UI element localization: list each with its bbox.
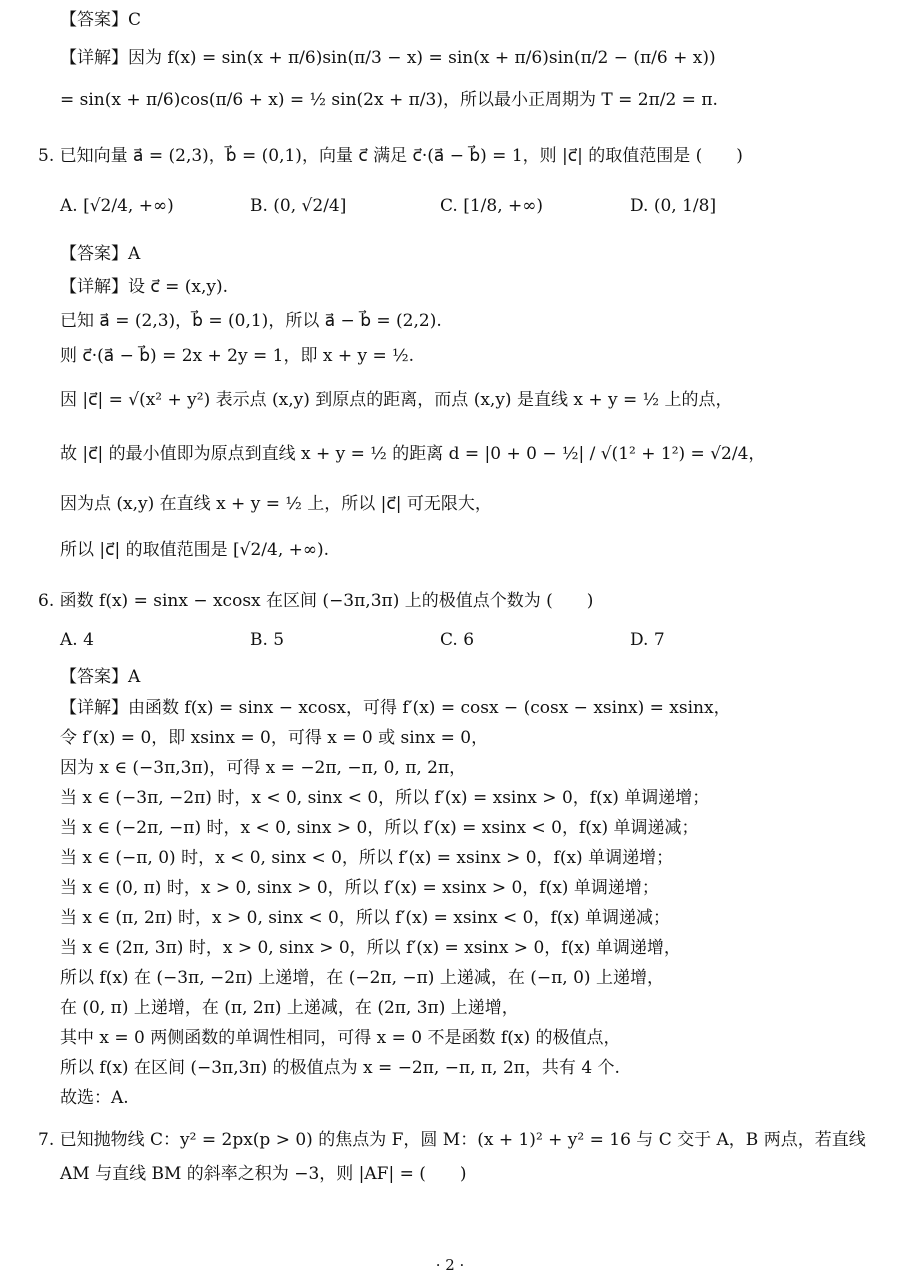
q6-detail-line: 当 x ∈ (−π, 0) 时，x < 0, sinx < 0，所以 f′(x) = xsinx > 0，f(x) 单调递增； bbox=[60, 848, 674, 868]
q6-answer: 【答案】A bbox=[60, 667, 141, 687]
q6-detail-line: 其中 x = 0 两侧函数的单调性相同，可得 x = 0 不是函数 f(x) 的极值点， bbox=[60, 1028, 621, 1048]
q6-option-c: C. 6 bbox=[440, 630, 475, 650]
q5-answer: 【答案】A bbox=[60, 244, 141, 264]
q5-detail-line: 所以 |c⃗| 的取值范围是 [√2/4, +∞). bbox=[60, 540, 330, 560]
q6-stem: 6. 函数 f(x) = sinx − xcosx 在区间 (−3π,3π) 上的极值点个数为 ( ) bbox=[38, 591, 594, 611]
q6-detail-line: 所以 f(x) 在 (−3π, −2π) 上递增，在 (−2π, −π) 上递减，在 (−π, 0) 上递增， bbox=[60, 968, 664, 988]
q6-detail-line: 当 x ∈ (−2π, −π) 时，x < 0, sinx > 0，所以 f′(x) = xsinx < 0，f(x) 单调递减； bbox=[60, 818, 699, 838]
q5-detail-line: 【详解】设 c⃗ = (x,y). bbox=[60, 277, 229, 297]
page-number: · 2 · bbox=[435, 1256, 465, 1274]
q6-detail-line: 当 x ∈ (−3π, −2π) 时，x < 0, sinx < 0，所以 f′(x) = xsinx > 0，f(x) 单调递增； bbox=[60, 788, 710, 808]
q5-detail-line: 因为点 (x,y) 在直线 x + y = ½ 上，所以 |c⃗| 可无限大， bbox=[60, 494, 492, 514]
q5-option-a: A. [√2/4, +∞) bbox=[60, 196, 174, 216]
q6-detail-line: 因为 x ∈ (−3π,3π)，可得 x = −2π, −π, 0, π, 2π， bbox=[60, 758, 467, 778]
q5-option-c: C. [1/8, +∞) bbox=[440, 196, 544, 216]
q4-answer: 【答案】C bbox=[60, 10, 142, 30]
q5-option-b: B. (0, √2/4] bbox=[250, 196, 347, 216]
q6-detail-line: 在 (0, π) 上递增，在 (π, 2π) 上递减，在 (2π, 3π) 上递增， bbox=[60, 998, 519, 1018]
q7-stem-line-1: 7. 已知抛物线 C：y² = 2px(p > 0) 的焦点为 F，圆 M：(x + 1)² + y² = 16 与 C 交于 A，B 两点，若直线 bbox=[38, 1130, 866, 1150]
q5-detail-line: 则 c⃗·(a⃗ − b⃗) = 2x + 2y = 1，即 x + y = ½. bbox=[60, 346, 415, 366]
q6-option-a: A. 4 bbox=[60, 630, 94, 650]
q4-detail-line-2: = sin(x + π/6)cos(π/6 + x) = ½ sin(2x + π/3)，所以最小正周期为 T = 2π/2 = π. bbox=[60, 90, 718, 110]
q7-stem-line-2: AM 与直线 BM 的斜率之积为 −3，则 |AF| = ( ) bbox=[60, 1164, 467, 1184]
q5-detail-line: 已知 a⃗ = (2,3)，b⃗ = (0,1)，所以 a⃗ − b⃗ = (2,2). bbox=[60, 311, 442, 331]
q4-detail-line-1: 【详解】因为 f(x) = sin(x + π/6)sin(π/3 − x) = sin(x + π/6)sin(π/2 − (π/6 + x)) bbox=[60, 48, 716, 68]
q6-detail-line: 当 x ∈ (2π, 3π) 时，x > 0, sinx > 0，所以 f′(x) = xsinx > 0，f(x) 单调递增， bbox=[60, 938, 681, 958]
q6-detail-line: 当 x ∈ (0, π) 时，x > 0, sinx > 0，所以 f′(x) = xsinx > 0，f(x) 单调递增； bbox=[60, 878, 659, 898]
q6-detail-line: 所以 f(x) 在区间 (−3π,3π) 的极值点为 x = −2π, −π, π, 2π，共有 4 个. bbox=[60, 1058, 620, 1078]
q5-detail-line: 因 |c⃗| = √(x² + y²) 表示点 (x,y) 到原点的距离，而点 (x,y) 是直线 x + y = ½ 上的点， bbox=[60, 390, 733, 410]
q5-stem: 5. 已知向量 a⃗ = (2,3)，b⃗ = (0,1)，向量 c⃗ 满足 c⃗·(a⃗ − b⃗) = 1，则 |c⃗| 的取值范围是 ( ) bbox=[38, 146, 743, 166]
q6-detail-line: 令 f′(x) = 0，即 xsinx = 0，可得 x = 0 或 sinx = 0， bbox=[60, 728, 489, 748]
q5-detail-line: 故 |c⃗| 的最小值即为原点到直线 x + y = ½ 的距离 d = |0 + 0 − ½| / √(1² + 1²) = √2/4， bbox=[60, 444, 766, 464]
q6-detail-line: 【详解】由函数 f(x) = sinx − xcosx，可得 f′(x) = cosx − (cosx − xsinx) = xsinx， bbox=[60, 698, 731, 718]
q5-option-d: D. (0, 1/8] bbox=[630, 196, 717, 216]
q6-option-b: B. 5 bbox=[250, 630, 285, 650]
q6-detail-line: 当 x ∈ (π, 2π) 时，x > 0, sinx < 0，所以 f′(x) = xsinx < 0，f(x) 单调递减； bbox=[60, 908, 671, 928]
q6-option-d: D. 7 bbox=[630, 630, 665, 650]
q6-detail-line: 故选：A. bbox=[60, 1088, 129, 1108]
